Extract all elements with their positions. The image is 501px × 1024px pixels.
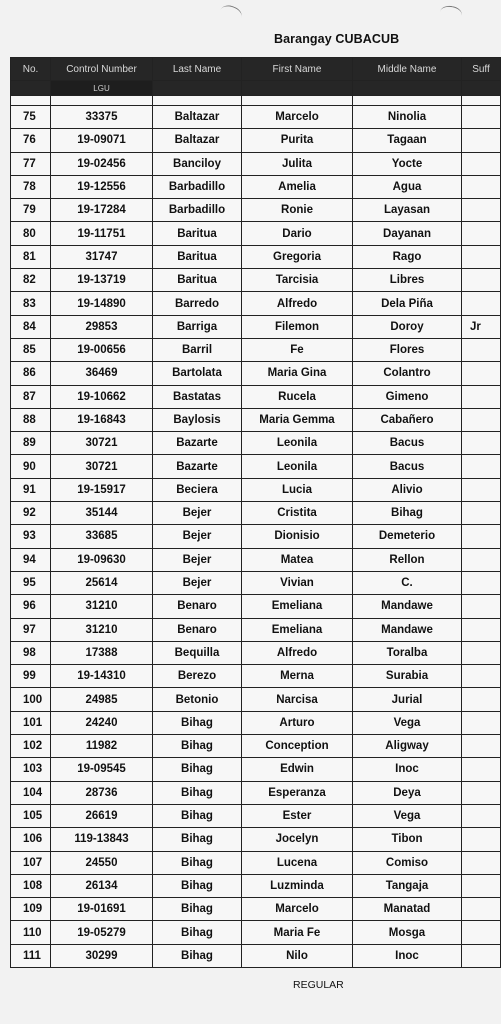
- cell-middle-name: Layasan: [353, 199, 462, 222]
- cell-first-name: Maria Gemma: [242, 408, 353, 431]
- table-row: [11, 408, 501, 431]
- cell-control-number: 19-09630: [51, 548, 153, 571]
- cell-no: 80: [11, 222, 51, 245]
- cell-middle-name: Doroy: [353, 315, 462, 338]
- cell-no: 107: [11, 851, 51, 874]
- cell-last-name: Berezo: [153, 665, 242, 688]
- cell-middle-name: Demeterio: [353, 525, 462, 548]
- table-row: [11, 432, 501, 455]
- col-header-first-name: First Name: [242, 58, 353, 81]
- cell-middle-name: Bacus: [353, 432, 462, 455]
- table-row: [11, 921, 501, 944]
- cell-control-number: 33685: [51, 525, 153, 548]
- cell-middle-name: Mandawe: [353, 595, 462, 618]
- cell-middle-name: Cabañero: [353, 408, 462, 431]
- cell-last-name: Bejer: [153, 525, 242, 548]
- cell-suffix: [462, 292, 501, 315]
- cell-control-number: 19-17284: [51, 199, 153, 222]
- cell-control-number: 19-10662: [51, 385, 153, 408]
- table-row: [11, 735, 501, 758]
- cell-first-name: Ronie: [242, 199, 353, 222]
- cell-suffix: [462, 455, 501, 478]
- cell-last-name: Benaro: [153, 595, 242, 618]
- cell-no: 87: [11, 385, 51, 408]
- cell-first-name: Cristita: [242, 502, 353, 525]
- subheader-blank: [11, 81, 51, 96]
- cell-no: 96: [11, 595, 51, 618]
- cell-first-name: Lucia: [242, 478, 353, 501]
- cell-control-number: 19-12556: [51, 175, 153, 198]
- cell-suffix: [462, 175, 501, 198]
- cell-suffix: [462, 245, 501, 268]
- cell-last-name: Bihag: [153, 874, 242, 897]
- cell-no: 89: [11, 432, 51, 455]
- table-row: [11, 175, 501, 198]
- cell-first-name: Tarcisia: [242, 269, 353, 292]
- cell-last-name: Bihag: [153, 828, 242, 851]
- table-row: [11, 478, 501, 501]
- cell-control-number: 19-14890: [51, 292, 153, 315]
- cell-control-number: 17388: [51, 641, 153, 664]
- cell-last-name: Bihag: [153, 758, 242, 781]
- cell-middle-name: Vega: [353, 804, 462, 827]
- cell-no: 110: [11, 921, 51, 944]
- cell-suffix: [462, 269, 501, 292]
- cell-suffix: [462, 758, 501, 781]
- table-row: [11, 898, 501, 921]
- cell-last-name: Baltazar: [153, 129, 242, 152]
- table-body: [11, 106, 501, 968]
- cell-suffix: [462, 385, 501, 408]
- cell-suffix: [462, 362, 501, 385]
- cell-last-name: Barbadillo: [153, 175, 242, 198]
- cell-control-number: 30299: [51, 944, 153, 967]
- cell-last-name: Barredo: [153, 292, 242, 315]
- cell-last-name: Bequilla: [153, 641, 242, 664]
- subheader-blank: [353, 81, 462, 96]
- cell-last-name: Baritua: [153, 269, 242, 292]
- cell-middle-name: Bacus: [353, 455, 462, 478]
- cell-middle-name: Aligway: [353, 735, 462, 758]
- table-row: [11, 851, 501, 874]
- cell-no: 100: [11, 688, 51, 711]
- cell-middle-name: Comiso: [353, 851, 462, 874]
- cell-control-number: 19-05279: [51, 921, 153, 944]
- table-row: [11, 804, 501, 827]
- cell-middle-name: Dela Piña: [353, 292, 462, 315]
- cell-no: 79: [11, 199, 51, 222]
- cell-control-number: 26134: [51, 874, 153, 897]
- cell-no: 81: [11, 245, 51, 268]
- cell-no: 94: [11, 548, 51, 571]
- cell-first-name: Matea: [242, 548, 353, 571]
- table-subheader-row: [11, 81, 501, 96]
- cell-first-name: Julita: [242, 152, 353, 175]
- cell-last-name: Bihag: [153, 804, 242, 827]
- cell-suffix: [462, 222, 501, 245]
- table-row: [11, 944, 501, 967]
- cell-control-number: 24550: [51, 851, 153, 874]
- table-row: [11, 455, 501, 478]
- cell-control-number: 19-02456: [51, 152, 153, 175]
- cell-no: 75: [11, 106, 51, 129]
- cell-last-name: Bihag: [153, 851, 242, 874]
- cell-suffix: [462, 828, 501, 851]
- cell-last-name: Baltazar: [153, 106, 242, 129]
- cell-first-name: Leonila: [242, 432, 353, 455]
- cell-suffix: [462, 199, 501, 222]
- cell-control-number: 19-13719: [51, 269, 153, 292]
- cell-first-name: Leonila: [242, 455, 353, 478]
- cell-no: 95: [11, 571, 51, 594]
- cell-first-name: Vivian: [242, 571, 353, 594]
- cell-first-name: Lucena: [242, 851, 353, 874]
- cell-first-name: Emeliana: [242, 618, 353, 641]
- cell-control-number: 31747: [51, 245, 153, 268]
- cell-last-name: Baritua: [153, 245, 242, 268]
- table-row: [11, 222, 501, 245]
- cell-control-number: 28736: [51, 781, 153, 804]
- cell-last-name: Beciera: [153, 478, 242, 501]
- scan-artifact: [218, 3, 244, 25]
- cell-first-name: Amelia: [242, 175, 353, 198]
- cell-suffix: [462, 432, 501, 455]
- cell-control-number: 24240: [51, 711, 153, 734]
- cell-no: 82: [11, 269, 51, 292]
- cell-last-name: Barriga: [153, 315, 242, 338]
- table-row: [11, 315, 501, 338]
- cell-no: 91: [11, 478, 51, 501]
- cell-last-name: Bihag: [153, 944, 242, 967]
- cell-first-name: Ester: [242, 804, 353, 827]
- cell-suffix: [462, 898, 501, 921]
- cell-middle-name: Gimeno: [353, 385, 462, 408]
- cell-middle-name: Agua: [353, 175, 462, 198]
- cell-last-name: Barril: [153, 338, 242, 361]
- cell-no: 78: [11, 175, 51, 198]
- cell-last-name: Baylosis: [153, 408, 242, 431]
- subheader-blank: [153, 81, 242, 96]
- cell-no: 109: [11, 898, 51, 921]
- cell-control-number: 19-00656: [51, 338, 153, 361]
- table-row: [11, 245, 501, 268]
- cell-control-number: 25614: [51, 571, 153, 594]
- cell-control-number: 29853: [51, 315, 153, 338]
- table-row: [11, 781, 501, 804]
- cell-control-number: 26619: [51, 804, 153, 827]
- cell-last-name: Betonio: [153, 688, 242, 711]
- cell-no: 84: [11, 315, 51, 338]
- cell-first-name: Alfredo: [242, 641, 353, 664]
- cell-no: 77: [11, 152, 51, 175]
- cell-middle-name: C.: [353, 571, 462, 594]
- cell-last-name: Bazarte: [153, 455, 242, 478]
- cell-suffix: [462, 735, 501, 758]
- subheader-blank: [242, 81, 353, 96]
- cell-first-name: Narcisa: [242, 688, 353, 711]
- table-row: [11, 758, 501, 781]
- cell-no: 85: [11, 338, 51, 361]
- cell-first-name: Esperanza: [242, 781, 353, 804]
- cell-middle-name: Toralba: [353, 641, 462, 664]
- table-row: [11, 199, 501, 222]
- cell-no: 108: [11, 874, 51, 897]
- cell-first-name: Marcelo: [242, 106, 353, 129]
- cell-suffix: [462, 106, 501, 129]
- cell-control-number: 19-09071: [51, 129, 153, 152]
- cell-suffix: [462, 921, 501, 944]
- cell-suffix: [462, 571, 501, 594]
- cell-control-number: 36469: [51, 362, 153, 385]
- cell-middle-name: Manatad: [353, 898, 462, 921]
- cell-first-name: Fe: [242, 338, 353, 361]
- cell-last-name: Barbadillo: [153, 199, 242, 222]
- table-row: [11, 292, 501, 315]
- cell-middle-name: Rago: [353, 245, 462, 268]
- table-row: [11, 571, 501, 594]
- cell-no: 111: [11, 944, 51, 967]
- cell-no: 99: [11, 665, 51, 688]
- cell-last-name: Bihag: [153, 711, 242, 734]
- cell-control-number: 24985: [51, 688, 153, 711]
- cell-control-number: 19-01691: [51, 898, 153, 921]
- cell-last-name: Bazarte: [153, 432, 242, 455]
- cell-no: 102: [11, 735, 51, 758]
- col-header-control-number: Control Number: [51, 58, 153, 81]
- cell-control-number: 19-16843: [51, 408, 153, 431]
- cell-last-name: Bejer: [153, 502, 242, 525]
- cell-control-number: 19-11751: [51, 222, 153, 245]
- table-row: [11, 269, 501, 292]
- cell-middle-name: Deya: [353, 781, 462, 804]
- cell-middle-name: Tangaja: [353, 874, 462, 897]
- cell-middle-name: Mandawe: [353, 618, 462, 641]
- cell-no: 76: [11, 129, 51, 152]
- cell-middle-name: Yocte: [353, 152, 462, 175]
- cell-suffix: [462, 548, 501, 571]
- cell-no: 106: [11, 828, 51, 851]
- cell-suffix: [462, 595, 501, 618]
- cell-no: 92: [11, 502, 51, 525]
- cell-first-name: Rucela: [242, 385, 353, 408]
- cell-first-name: Conception: [242, 735, 353, 758]
- cell-last-name: Bastatas: [153, 385, 242, 408]
- cell-first-name: Maria Fe: [242, 921, 353, 944]
- table-row: [11, 525, 501, 548]
- table-row: [11, 874, 501, 897]
- table-row: [11, 688, 501, 711]
- cell-no: 83: [11, 292, 51, 315]
- cell-middle-name: Tibon: [353, 828, 462, 851]
- cell-first-name: Emeliana: [242, 595, 353, 618]
- cell-control-number: 33375: [51, 106, 153, 129]
- table-row: [11, 618, 501, 641]
- cell-first-name: Filemon: [242, 315, 353, 338]
- cell-middle-name: Tagaan: [353, 129, 462, 152]
- cell-control-number: 30721: [51, 432, 153, 455]
- cell-middle-name: Inoc: [353, 944, 462, 967]
- cell-suffix: [462, 711, 501, 734]
- table-row: [11, 711, 501, 734]
- cell-middle-name: Vega: [353, 711, 462, 734]
- cell-middle-name: Alivio: [353, 478, 462, 501]
- cell-no: 98: [11, 641, 51, 664]
- cell-suffix: [462, 641, 501, 664]
- scan-artifact: [439, 4, 463, 23]
- cell-middle-name: Flores: [353, 338, 462, 361]
- beneficiary-table: [10, 57, 501, 968]
- cell-no: 104: [11, 781, 51, 804]
- cell-middle-name: Libres: [353, 269, 462, 292]
- cell-no: 103: [11, 758, 51, 781]
- cell-suffix: [462, 874, 501, 897]
- cell-suffix: Jr: [462, 315, 501, 338]
- col-header-last-name: Last Name: [153, 58, 242, 81]
- table-row: [11, 665, 501, 688]
- cell-control-number: 119-13843: [51, 828, 153, 851]
- cell-middle-name: Inoc: [353, 758, 462, 781]
- cell-last-name: Benaro: [153, 618, 242, 641]
- cell-last-name: Bihag: [153, 735, 242, 758]
- cell-last-name: Bejer: [153, 548, 242, 571]
- cell-suffix: [462, 525, 501, 548]
- cell-first-name: Luzminda: [242, 874, 353, 897]
- cell-first-name: Arturo: [242, 711, 353, 734]
- cell-no: 86: [11, 362, 51, 385]
- cell-suffix: [462, 944, 501, 967]
- table-row: [11, 385, 501, 408]
- cell-suffix: [462, 781, 501, 804]
- table-header-row: [11, 58, 501, 81]
- cell-suffix: [462, 478, 501, 501]
- cell-last-name: Baritua: [153, 222, 242, 245]
- subheader-lgu: LGU: [51, 81, 153, 96]
- table-row: [11, 641, 501, 664]
- cell-no: 97: [11, 618, 51, 641]
- cell-suffix: [462, 688, 501, 711]
- table-spacer-row: [11, 96, 501, 106]
- col-header-no: No.: [11, 58, 51, 81]
- cell-middle-name: Rellon: [353, 548, 462, 571]
- cell-no: 101: [11, 711, 51, 734]
- table-row: [11, 595, 501, 618]
- cell-control-number: 31210: [51, 595, 153, 618]
- cell-last-name: Bihag: [153, 921, 242, 944]
- footer-label: REGULAR: [293, 979, 344, 991]
- cell-control-number: 30721: [51, 455, 153, 478]
- cell-no: 88: [11, 408, 51, 431]
- table-row: [11, 338, 501, 361]
- cell-suffix: [462, 665, 501, 688]
- cell-control-number: 35144: [51, 502, 153, 525]
- cell-first-name: Merna: [242, 665, 353, 688]
- cell-first-name: Edwin: [242, 758, 353, 781]
- table-row: [11, 548, 501, 571]
- table-row: [11, 502, 501, 525]
- cell-first-name: Dionisio: [242, 525, 353, 548]
- cell-last-name: Bihag: [153, 898, 242, 921]
- cell-first-name: Marcelo: [242, 898, 353, 921]
- cell-no: 105: [11, 804, 51, 827]
- cell-control-number: 31210: [51, 618, 153, 641]
- cell-middle-name: Dayanan: [353, 222, 462, 245]
- cell-suffix: [462, 152, 501, 175]
- cell-middle-name: Surabia: [353, 665, 462, 688]
- cell-suffix: [462, 502, 501, 525]
- cell-no: 90: [11, 455, 51, 478]
- cell-first-name: Purita: [242, 129, 353, 152]
- col-header-middle-name: Middle Name: [353, 58, 462, 81]
- cell-control-number: 19-15917: [51, 478, 153, 501]
- cell-first-name: Maria Gina: [242, 362, 353, 385]
- cell-last-name: Bartolata: [153, 362, 242, 385]
- cell-no: 93: [11, 525, 51, 548]
- document-title: Barangay CUBACUB: [274, 32, 400, 46]
- cell-first-name: Nilo: [242, 944, 353, 967]
- cell-suffix: [462, 338, 501, 361]
- cell-last-name: Banciloy: [153, 152, 242, 175]
- subheader-blank: [462, 81, 501, 96]
- table-row: [11, 828, 501, 851]
- table-row: [11, 152, 501, 175]
- cell-control-number: 11982: [51, 735, 153, 758]
- table-row: [11, 362, 501, 385]
- cell-middle-name: Mosga: [353, 921, 462, 944]
- table-row: [11, 129, 501, 152]
- cell-middle-name: Bihag: [353, 502, 462, 525]
- cell-first-name: Dario: [242, 222, 353, 245]
- cell-first-name: Gregoria: [242, 245, 353, 268]
- cell-suffix: [462, 408, 501, 431]
- table-row: [11, 106, 501, 129]
- cell-first-name: Alfredo: [242, 292, 353, 315]
- cell-suffix: [462, 804, 501, 827]
- cell-control-number: 19-14310: [51, 665, 153, 688]
- cell-suffix: [462, 851, 501, 874]
- cell-middle-name: Ninolia: [353, 106, 462, 129]
- cell-first-name: Jocelyn: [242, 828, 353, 851]
- cell-control-number: 19-09545: [51, 758, 153, 781]
- cell-suffix: [462, 129, 501, 152]
- cell-last-name: Bihag: [153, 781, 242, 804]
- cell-last-name: Bejer: [153, 571, 242, 594]
- cell-middle-name: Jurial: [353, 688, 462, 711]
- col-header-suffix: Suff: [462, 58, 501, 81]
- cell-suffix: [462, 618, 501, 641]
- cell-middle-name: Colantro: [353, 362, 462, 385]
